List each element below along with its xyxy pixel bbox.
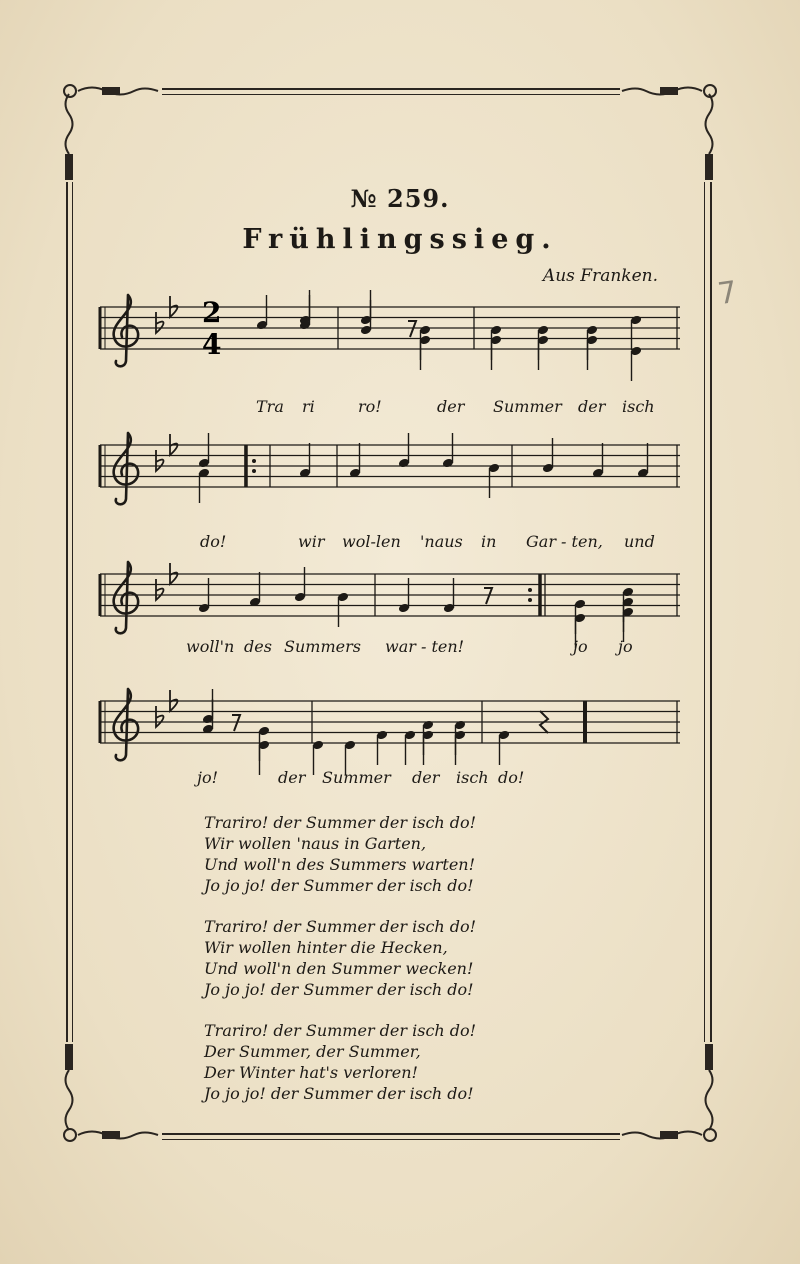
repeat-dot	[528, 598, 532, 602]
verse-2-line-4: Jo jo jo! der Summer der isch do!	[204, 980, 474, 999]
verse-2-line-2: Wir wollen hinter die Hecken,	[204, 938, 448, 957]
lyric-1-5: Summer	[493, 397, 562, 416]
time-signature	[202, 296, 221, 361]
treble-clef-icon	[114, 295, 138, 366]
flat-icon	[170, 690, 178, 711]
lyric-2-4: 'naus	[420, 532, 463, 551]
lyric-4-1: jo!	[197, 768, 219, 787]
lyric-3-6: jo	[618, 637, 633, 656]
flat-icon	[170, 563, 178, 584]
flat-icon	[156, 312, 164, 333]
staff-system-3	[100, 562, 680, 648]
verse-1-line-1: Trariro! der Summer der isch do!	[204, 813, 477, 832]
lyric-1-3: ro!	[358, 397, 382, 416]
flat-icon	[156, 706, 164, 727]
lyric-1-7: isch	[622, 397, 655, 416]
verse-2	[204, 916, 476, 1000]
verse-2-line-1: Trariro! der Summer der isch do!	[204, 917, 477, 936]
verse-2-line-3: Und woll'n den Summer wecken!	[204, 959, 474, 978]
lyric-2-3: wol-len	[342, 532, 401, 551]
song-title: Frühlingssieg.	[242, 224, 558, 255]
eighth-rest-icon	[484, 588, 492, 604]
staff-system-2	[100, 433, 680, 504]
lyric-1-2: ri	[302, 397, 315, 416]
staff-system-1	[100, 290, 680, 381]
repeat-dot	[252, 459, 256, 463]
flat-icon	[170, 434, 178, 455]
lyric-4-5: isch	[456, 768, 489, 787]
treble-clef-icon	[114, 562, 138, 633]
eighth-rest-icon	[408, 321, 416, 337]
verse-1-line-3: Und woll'n des Summers warten!	[204, 855, 476, 874]
lyric-1-6: der	[578, 397, 606, 416]
verse-1	[204, 812, 476, 896]
repeat-dot	[252, 469, 256, 473]
lyric-2-2: wir	[298, 532, 325, 551]
lyric-3-5: jo	[573, 637, 588, 656]
lyric-2-6: Gar - ten,	[526, 532, 603, 551]
pencil-margin-note: 7	[715, 274, 740, 313]
song-origin: Aus Franken.	[542, 266, 658, 286]
verse-3-line-2: Der Summer, der Summer,	[204, 1042, 421, 1061]
verse-1-line-2: Wir wollen 'naus in Garten,	[204, 834, 427, 853]
verse-3	[204, 1020, 476, 1104]
time-signature-top: 2	[202, 296, 222, 329]
lyric-1-1: Tra	[256, 397, 284, 416]
song-number: № 259.	[350, 184, 450, 213]
flat-icon	[156, 450, 164, 471]
time-signature-bottom: 4	[202, 328, 222, 361]
lyric-2-7: und	[624, 532, 655, 551]
eighth-rest-icon	[232, 715, 240, 731]
lyric-3-1: woll'n	[186, 637, 235, 656]
flat-icon	[170, 296, 178, 317]
flat-icon	[156, 579, 164, 600]
verse-3-line-3: Der Winter hat's verloren!	[204, 1063, 418, 1082]
lyric-3-4: war - ten!	[385, 637, 465, 656]
treble-clef-icon	[114, 689, 138, 760]
repeat-dot	[528, 588, 532, 592]
lyric-4-3: Summer	[322, 768, 391, 787]
lyric-4-6: do!	[498, 768, 525, 787]
lyric-4-4: der	[412, 768, 440, 787]
verse-3-line-1: Trariro! der Summer der isch do!	[204, 1021, 477, 1040]
lyric-2-1: do!	[200, 532, 227, 551]
verse-1-line-4: Jo jo jo! der Summer der isch do!	[204, 876, 474, 895]
verse-3-line-4: Jo jo jo! der Summer der isch do!	[204, 1084, 474, 1103]
lyric-4-2: der	[278, 768, 306, 787]
lyric-1-4: der	[437, 397, 465, 416]
lyric-3-2: des	[244, 637, 272, 656]
lyric-2-5: in	[481, 532, 497, 551]
staff-system-4	[100, 689, 680, 775]
lyric-3-3: Summers	[284, 637, 361, 656]
treble-clef-icon	[114, 433, 138, 504]
